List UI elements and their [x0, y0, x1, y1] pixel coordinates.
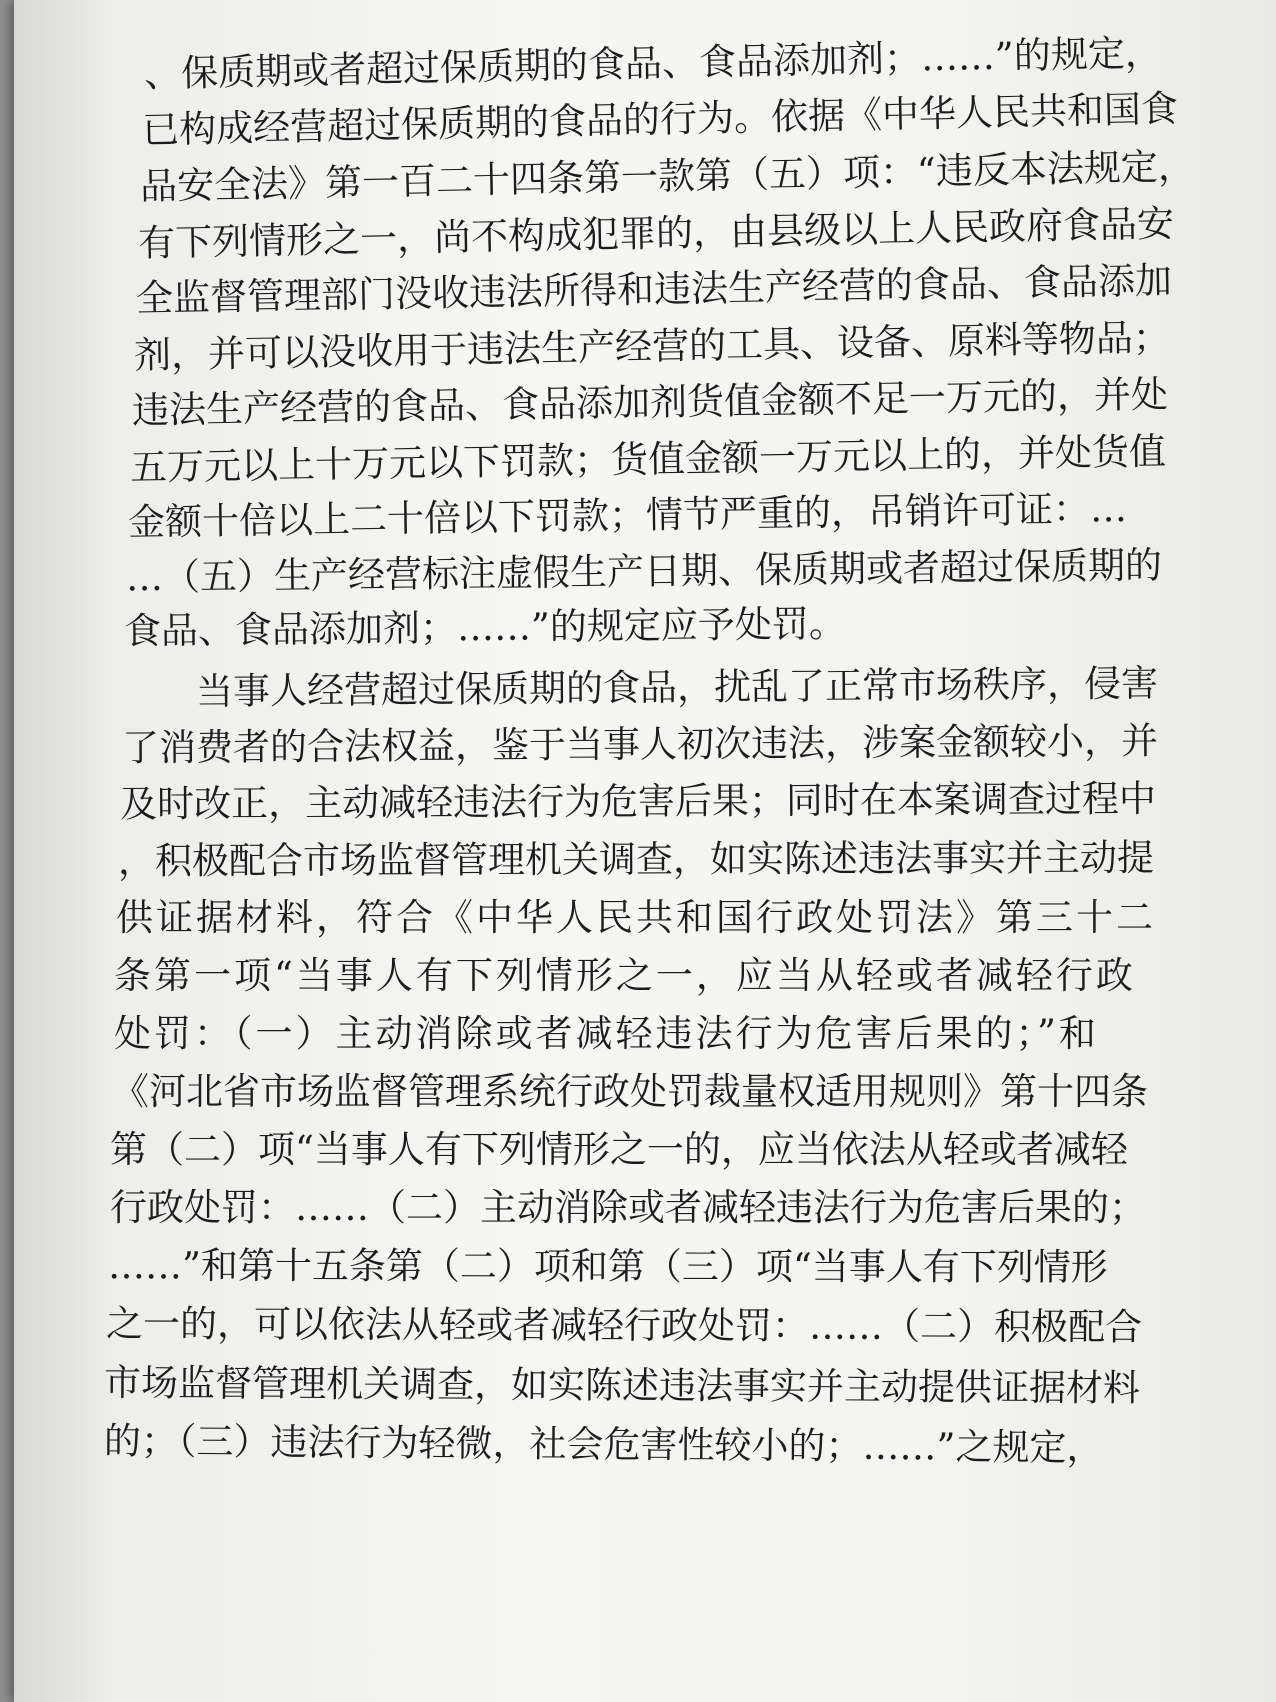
text-line: 品安全法》第一百二十四条第一款第（五）项：“违反本法规定，: [139, 144, 1196, 209]
text-line: 全监督管理部门没收违法所得和违法生产经营的食品、食品添加: [135, 258, 1173, 321]
text-line: 第（二）项“当事人有下列情形之一的，应当依法从轻或者减轻: [110, 1128, 1128, 1171]
text-line: 条第一项“当事人有下列情形之一，应当从轻或者减轻行政: [114, 954, 1136, 997]
text-line: ，积极配合市场监督管理机关调查，如实陈述违法事实并主动提: [117, 836, 1155, 883]
text-line: …（五）生产经营标注虚假生产日期、保质期或者超过保质期的: [125, 543, 1163, 600]
text-line: 剂，并可以没收用于违法生产经营的工具、设备、原料等物品；: [133, 315, 1171, 378]
text-line: 当事人经营超过保质期的食品，扰乱了正常市场秩序，侵害: [195, 661, 1159, 714]
text-line: 供证据材料，符合《中华人民共和国行政处罚法》第三十二: [116, 896, 1156, 939]
text-line: 及时改正，主动减轻违法行为危害后果；同时在本案调查过程中: [119, 777, 1157, 826]
document-body: [14, 0, 1276, 1702]
text-line: ……”和第十五条第（二）项和第（三）项“当事人有下列情形: [107, 1244, 1108, 1289]
text-line: 处罚：（一）主动消除或者减轻违法行为危害后果的；”和: [114, 1012, 1099, 1055]
text-line: 《河北省市场监督管理系统行政处罚裁量权适用规则》第十四条: [112, 1070, 1148, 1113]
text-line: 之一的，可以依法从轻或者减轻行政处罚：……（二）积极配合: [105, 1302, 1143, 1349]
text-line: 五万元以上十万元以下罚款；货值金额一万元以上的，并处货值: [129, 429, 1167, 490]
text-line: 了消费者的合法权益，鉴于当事人初次违法，涉案金额较小，并: [121, 719, 1159, 770]
text-line: 的；（三）违法行为轻微，社会危害性较小的；……”之规定，: [103, 1419, 1104, 1470]
text-line: 市场监督管理机关调查，如实陈述违法事实并主动提供证据材料: [103, 1361, 1141, 1410]
text-line: 有下列情形之一，尚不构成犯罪的，由县级以上人民政府食品安: [137, 202, 1175, 265]
text-line: 违法生产经营的食品、食品添加剂货值金额不足一万元的，并处: [131, 372, 1169, 433]
text-line: 已构成经营超过保质期的食品的行为。依据《中华人民共和国食: [141, 87, 1179, 152]
text-line: 食品、食品添加剂；……”的规定应予处罚。: [123, 602, 847, 653]
document-page: [14, 0, 1276, 1702]
text-line: 、保质期或者超过保质期的食品、食品添加剂；……”的规定，: [143, 31, 1163, 96]
text-line: 行政处罚：……（二）主动消除或者减轻违法行为危害后果的；: [110, 1186, 1146, 1229]
text-line: 金额十倍以上二十倍以下罚款；情节严重的，吊销许可证：…: [127, 487, 1128, 544]
